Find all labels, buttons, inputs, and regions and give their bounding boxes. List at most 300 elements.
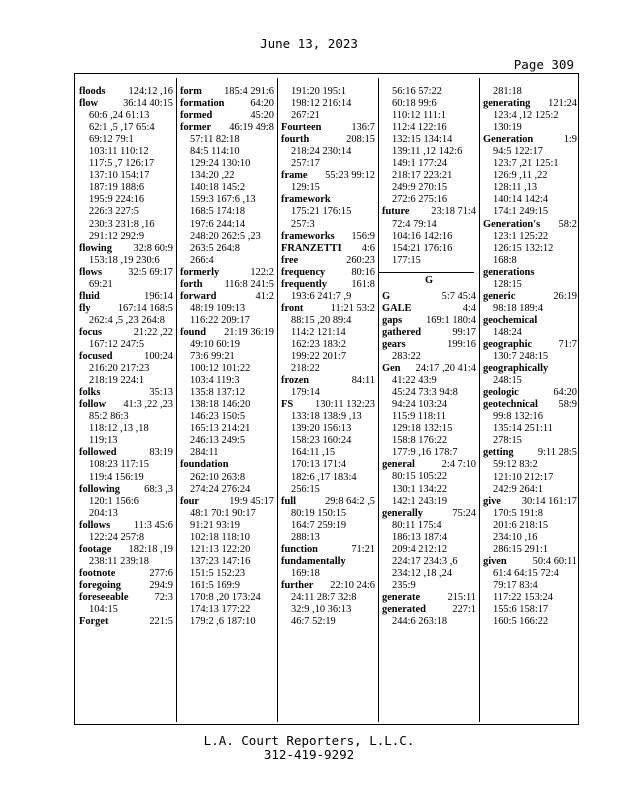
index-entry [281, 122, 375, 134]
page-line-refs: 249:9 270:15 [392, 182, 448, 194]
page-line-refs: 122:2 [250, 266, 274, 278]
index-entry [382, 315, 476, 327]
page-line-refs: 164:11 ,15 [291, 447, 336, 459]
page-line-refs: 94:24 103:24 [392, 399, 448, 411]
index-entry [483, 447, 577, 459]
page-line-refs: 123:1 125:22 [493, 230, 549, 242]
index-entry [281, 580, 375, 592]
page-line-refs: 277:6 [149, 567, 173, 579]
page-line-refs: 162:23 183:2 [291, 338, 347, 350]
index-entry [180, 472, 274, 484]
page-line-refs: 135:14 251:11 [493, 423, 553, 435]
index-word: Generation's [483, 218, 541, 230]
index-entry [180, 520, 274, 532]
page-line-refs: 218:17 223:21 [392, 170, 453, 182]
index-word: function [281, 543, 318, 555]
page-line-refs: 234:10 ,16 [493, 531, 538, 543]
column-divider [378, 78, 379, 722]
index-entry [281, 520, 375, 532]
page-line-refs: 62:1 ,5 ,17 65:4 [89, 122, 155, 134]
index-entry [382, 86, 476, 98]
index-word: geographically [483, 363, 549, 375]
page-line-refs: 46:19 49:8 [229, 122, 274, 134]
index-entry [281, 315, 375, 327]
page-line-refs: 216:20 217:23 [89, 363, 150, 375]
index-word: geologic [483, 387, 519, 399]
index-entry [281, 459, 375, 471]
index-entry [180, 363, 274, 375]
index-entry [79, 170, 173, 182]
index-entry [180, 158, 274, 170]
page-line-refs: 11:3 45:6 [133, 519, 173, 531]
index-word: G [382, 290, 391, 302]
index-entry [180, 508, 274, 520]
index-word: focus [79, 326, 103, 338]
page-line-refs: 85:2 86:3 [89, 411, 129, 423]
index-entry [79, 447, 173, 459]
index-entry [281, 496, 375, 508]
index-entry [483, 556, 577, 568]
index-entry [281, 182, 375, 194]
index-entry [281, 339, 375, 351]
page-line-refs: 130:11 132:23 [315, 399, 375, 411]
page-line-refs: 266:4 [190, 254, 214, 266]
page-line-refs: 72:4 79:14 [392, 218, 437, 230]
page-line-refs: 169:1 180:4 [426, 314, 476, 326]
index-entry [281, 411, 375, 423]
index-word: flowing [79, 242, 112, 254]
index-entry [382, 556, 476, 568]
index-word: formerly [180, 266, 220, 278]
page-line-refs: 244:6 263:18 [392, 616, 448, 628]
index-entry [79, 568, 173, 580]
page-line-refs: 88:15 ,20 89:4 [291, 314, 352, 326]
index-entry [382, 206, 476, 218]
page-line-refs: 186:13 187:4 [392, 531, 448, 543]
index-entry [382, 520, 476, 532]
page-line-refs: 158:8 176:22 [392, 435, 448, 447]
page-line-refs: 288:13 [291, 531, 320, 543]
page-line-refs: 174:1 249:15 [493, 206, 549, 218]
index-entry [281, 435, 375, 447]
page-line-refs: 179:14 [291, 387, 320, 399]
page-line-refs: 161:8 [351, 278, 375, 290]
page-line-refs: 138:18 146:20 [190, 399, 251, 411]
page-line-refs: 263:5 264:8 [190, 242, 240, 254]
page-line-refs: 1:9 [563, 134, 577, 146]
index-entry [79, 158, 173, 170]
index-word: forth [180, 278, 203, 290]
index-entry [483, 219, 577, 231]
index-entry [79, 399, 173, 411]
page-line-refs: 168:8 [493, 254, 517, 266]
page-line-refs: 68:3 ,3 [144, 483, 173, 495]
index-entry [281, 508, 375, 520]
page-number: Page 309 [513, 57, 574, 72]
page-line-refs: 60:18 99:6 [392, 98, 437, 110]
page-line-refs: 114:2 121:14 [291, 326, 346, 338]
page-line-refs: 185:4 291:6 [224, 86, 274, 97]
index-entry [483, 399, 577, 411]
page-line-refs: 132:15 134:14 [392, 134, 453, 146]
index-entry [382, 110, 476, 122]
index-entry [281, 399, 375, 411]
index-word: foundation [180, 459, 229, 471]
index-entry [483, 544, 577, 556]
index-entry [180, 484, 274, 496]
index-entry [79, 423, 173, 435]
index-entry [79, 592, 173, 604]
index-entry [79, 496, 173, 508]
page-line-refs: 262:4 ,5 ,23 264:8 [89, 314, 165, 326]
page-line-refs: 129:24 130:10 [190, 158, 251, 170]
page-line-refs: 169:18 [291, 567, 320, 579]
page-line-refs: 221:5 [149, 616, 173, 628]
page-line-refs: 73:6 99:21 [190, 351, 235, 363]
index-entry [281, 86, 375, 98]
index-entry [79, 110, 173, 122]
index-word: follows [79, 519, 111, 531]
section-divider [378, 272, 474, 273]
index-word: formation [180, 98, 225, 110]
index-entry [180, 291, 274, 303]
page-line-refs: 274:24 276:24 [190, 483, 251, 495]
index-word: generated [382, 603, 426, 615]
index-entry [281, 544, 375, 556]
page-line-refs: 75:24 [452, 507, 476, 519]
page-line-refs: 235:9 [392, 579, 416, 591]
index-word: found [180, 326, 206, 338]
index-word: former [180, 122, 212, 134]
index-word: geotechnical [483, 399, 538, 411]
index-entry [382, 508, 476, 520]
page-line-refs: 151:5 152:23 [190, 567, 246, 579]
page-line-refs: 80:11 175:4 [392, 519, 442, 531]
page-line-refs: 61:4 64:15 72:4 [493, 567, 559, 579]
page-line-refs: 191:20 195:1 [291, 86, 347, 97]
index-entry [281, 243, 375, 255]
index-entry [483, 146, 577, 158]
page-line-refs: 248:15 [493, 375, 522, 387]
index-column-1 [79, 86, 173, 628]
index-entry [483, 315, 577, 327]
index-word: follow [79, 399, 107, 411]
page-line-refs: 104:15 [89, 604, 118, 616]
page-line-refs: 48:19 109:13 [190, 302, 246, 314]
index-entry [79, 327, 173, 339]
page-line-refs: 146:23 150:5 [190, 411, 246, 423]
index-entry [180, 110, 274, 122]
index-word: Gen [382, 363, 401, 375]
index-entry [382, 580, 476, 592]
index-entry [483, 122, 577, 134]
index-entry [180, 544, 274, 556]
page-line-refs: 57:11 82:18 [190, 134, 240, 146]
page-line-refs: 246:13 249:5 [190, 435, 246, 447]
page-line-refs: 160:5 166:22 [493, 616, 549, 628]
index-entry [483, 423, 577, 435]
page-line-refs: 170:13 171:4 [291, 459, 347, 471]
index-entry [382, 484, 476, 496]
page-line-refs: 179:2 ,6 187:10 [190, 616, 256, 628]
index-word: Fourteen [281, 122, 322, 134]
index-entry [180, 134, 274, 146]
index-entry [483, 568, 577, 580]
page-line-refs: 286:15 291:1 [493, 543, 549, 555]
index-entry [281, 231, 375, 243]
index-word: fly [79, 302, 91, 314]
index-entry [382, 423, 476, 435]
page-line-refs: 198:12 216:14 [291, 98, 352, 110]
index-word: floods [79, 86, 106, 97]
page-line-refs: 177:15 [392, 254, 421, 266]
index-word: geographic [483, 338, 533, 350]
page-line-refs: 58:9 [558, 399, 577, 411]
page-line-refs: 148:24 [493, 326, 522, 338]
index-entry [483, 472, 577, 484]
index-word: frame [281, 170, 308, 182]
index-word: flows [79, 266, 103, 278]
index-entry [281, 568, 375, 580]
page-line-refs: 262:10 263:8 [190, 471, 246, 483]
index-word: free [281, 254, 299, 266]
index-entry [483, 255, 577, 267]
index-word: generally [382, 507, 423, 519]
page-line-refs: 21:19 36:19 [224, 326, 274, 338]
page-line-refs: 195:9 224:16 [89, 194, 145, 206]
page-line-refs: 46:7 52:19 [291, 616, 336, 628]
index-entry [180, 399, 274, 411]
page-line-refs: 58:2 [558, 218, 577, 230]
index-entry [382, 544, 476, 556]
index-word: formed [180, 110, 213, 122]
page-line-refs: 116:22 209:17 [190, 314, 250, 326]
index-entry [382, 303, 476, 315]
index-word: fluid [79, 290, 100, 302]
column-divider [277, 78, 278, 722]
page-line-refs: 84:11 [351, 375, 375, 387]
index-entry [79, 182, 173, 194]
page-line-refs: 100:24 [144, 351, 173, 363]
page-line-refs: 118:12 ,13 ,18 [89, 423, 149, 435]
page-line-refs: 104:16 142:16 [392, 230, 453, 242]
index-entry [281, 484, 375, 496]
index-entry [281, 303, 375, 315]
index-entry [79, 243, 173, 255]
index-entry [483, 170, 577, 182]
index-entry [483, 86, 577, 98]
index-entry [281, 170, 375, 182]
index-entry [281, 255, 375, 267]
index-word: give [483, 495, 501, 507]
index-entry [180, 219, 274, 231]
index-entry [281, 98, 375, 110]
index-entry [382, 98, 476, 110]
index-column-4 [382, 86, 476, 628]
index-entry [180, 194, 274, 206]
page-line-refs: 50:4 60:11 [532, 555, 577, 567]
page-line-refs: 170:5 191:8 [493, 507, 543, 519]
page-line-refs: 142:1 243:19 [392, 495, 448, 507]
index-entry [79, 472, 173, 484]
page-line-refs: 32:5 69:17 [128, 266, 173, 278]
index-entry [281, 219, 375, 231]
index-word: general [382, 459, 415, 471]
index-entry [180, 231, 274, 243]
index-entry [382, 122, 476, 134]
index-entry [382, 146, 476, 158]
index-entry [180, 255, 274, 267]
index-entry [180, 411, 274, 423]
page-line-refs: 133:18 138:9 ,13 [291, 411, 362, 423]
index-word: further [281, 579, 314, 591]
index-entry [79, 279, 173, 291]
page-line-refs: 204:13 [89, 507, 118, 519]
page-line-refs: 256:15 [291, 483, 320, 495]
page-line-refs: 218:24 230:14 [291, 146, 352, 158]
index-entry [180, 568, 274, 580]
page-line-refs: 155:6 158:17 [493, 604, 549, 616]
index-word: frozen [281, 375, 310, 387]
index-entry [483, 520, 577, 532]
page-line-refs: 128:15 [493, 278, 522, 290]
page-line-refs: 182:6 ,17 183:4 [291, 471, 357, 483]
page-line-refs: 177:9 ,16 178:7 [392, 447, 458, 459]
page-line-refs: 80:15 105:22 [392, 471, 448, 483]
index-entry [79, 484, 173, 496]
index-entry [483, 496, 577, 508]
page-line-refs: 215:11 [447, 591, 476, 603]
court-reporter-name: L.A. Court Reporters, L.L.C. [203, 733, 415, 748]
page-line-refs: 26:19 [553, 290, 577, 302]
page-line-refs: 257:3 [291, 218, 315, 230]
index-entry [180, 146, 274, 158]
index-word: Generation [483, 134, 534, 146]
index-entry [79, 459, 173, 471]
index-entry [382, 435, 476, 447]
page-line-refs: 129:18 132:15 [392, 423, 453, 435]
page-line-refs: 124:12 ,16 [128, 86, 173, 97]
index-entry [180, 580, 274, 592]
page-line-refs: 291:12 292:9 [89, 230, 145, 242]
page-line-refs: 98:18 189:4 [493, 302, 543, 314]
page-line-refs: 130:19 [493, 122, 522, 134]
index-word: getting [483, 447, 514, 459]
index-entry [382, 447, 476, 459]
index-word: given [483, 555, 507, 567]
page-line-refs: 227:1 [452, 603, 476, 615]
page-line-refs: 199:16 [447, 338, 476, 350]
index-entry [79, 206, 173, 218]
index-word: frequency [281, 266, 326, 278]
page-line-refs: 123:4 ,12 125:2 [493, 110, 559, 122]
index-entry [382, 616, 476, 628]
index-entry [281, 146, 375, 158]
page-line-refs: 119:13 [89, 435, 118, 447]
page-line-refs: 35:13 [149, 387, 173, 399]
index-entry [382, 291, 476, 303]
page-line-refs: 174:13 177:22 [190, 604, 251, 616]
index-column-2 [180, 86, 274, 628]
page-line-refs: 83:19 [149, 447, 173, 459]
page-line-refs: 120:1 156:6 [89, 495, 139, 507]
index-entry [382, 194, 476, 206]
index-word: GALE [382, 302, 412, 314]
index-entry [180, 327, 274, 339]
index-entry [382, 471, 476, 483]
index-entry [281, 387, 375, 399]
index-word: gaps [382, 314, 403, 326]
index-word: FRANZETTI [281, 242, 342, 254]
page-line-refs: 196:14 [144, 290, 173, 302]
index-entry [483, 435, 577, 447]
page-line-refs: 121:24 [548, 98, 577, 110]
index-entry [180, 556, 274, 568]
index-entry [79, 219, 173, 231]
index-entry [180, 532, 274, 544]
index-word: full [281, 495, 297, 507]
index-word: foregoing [79, 579, 121, 591]
index-word: generating [483, 98, 531, 110]
page-line-refs: 80:16 [351, 266, 375, 278]
page-line-refs: 110:12 111:1 [392, 110, 446, 122]
page-line-refs: 164:7 259:19 [291, 519, 347, 531]
page-line-refs: 115:9 118:11 [392, 411, 446, 423]
index-entry [281, 194, 375, 206]
page-line-refs: 72:3 [154, 591, 173, 603]
index-entry [79, 315, 173, 327]
page-line-refs: 49:10 60:19 [190, 338, 240, 350]
page-line-refs: 112:4 122:16 [392, 122, 447, 134]
page-line-refs: 154:21 176:16 [392, 242, 453, 254]
page-line-refs: 126:9 ,11 ,22 [493, 170, 548, 182]
index-entry [79, 122, 173, 134]
page-line-refs: 48:1 70:1 90:17 [190, 507, 256, 519]
index-entry [79, 363, 173, 375]
index-entry [79, 435, 173, 447]
page-line-refs: 64:20 [553, 387, 577, 399]
index-word: form [180, 86, 202, 97]
index-entry [382, 375, 476, 387]
page-line-refs: 36:14 40:15 [123, 98, 173, 110]
page-line-refs: 278:15 [493, 435, 522, 447]
page-line-refs: 64:20 [250, 98, 274, 110]
transcript-date: June 13, 2023 [260, 36, 358, 51]
index-word: folks [79, 387, 101, 399]
page-line-refs: 135:8 137:12 [190, 387, 246, 399]
page-line-refs: 197:6 244:14 [190, 218, 246, 230]
index-entry [281, 375, 375, 387]
page-line-refs: 99:8 132:16 [493, 411, 543, 423]
page-line-refs: 156:9 [351, 230, 375, 242]
index-word: fourth [281, 134, 310, 146]
index-word: flow [79, 98, 99, 110]
page-line-refs: 60:6 ,24 61:13 [89, 110, 150, 122]
index-entry [79, 580, 173, 592]
index-entry [79, 411, 173, 423]
page-line-refs: 134:20 ,22 [190, 170, 235, 182]
page-line-refs: 224:17 234:3 ,6 [392, 555, 458, 567]
page-line-refs: 267:21 [291, 110, 320, 122]
page-line-refs: 168:5 174:18 [190, 206, 246, 218]
page-line-refs: 175:21 176:15 [291, 206, 352, 218]
index-entry [180, 315, 274, 327]
index-word: fundamentally [281, 555, 346, 567]
page-line-refs: 129:15 [291, 182, 320, 194]
index-entry [281, 158, 375, 170]
index-entry [382, 399, 476, 411]
page-line-refs: 79:17 83:4 [493, 579, 538, 591]
